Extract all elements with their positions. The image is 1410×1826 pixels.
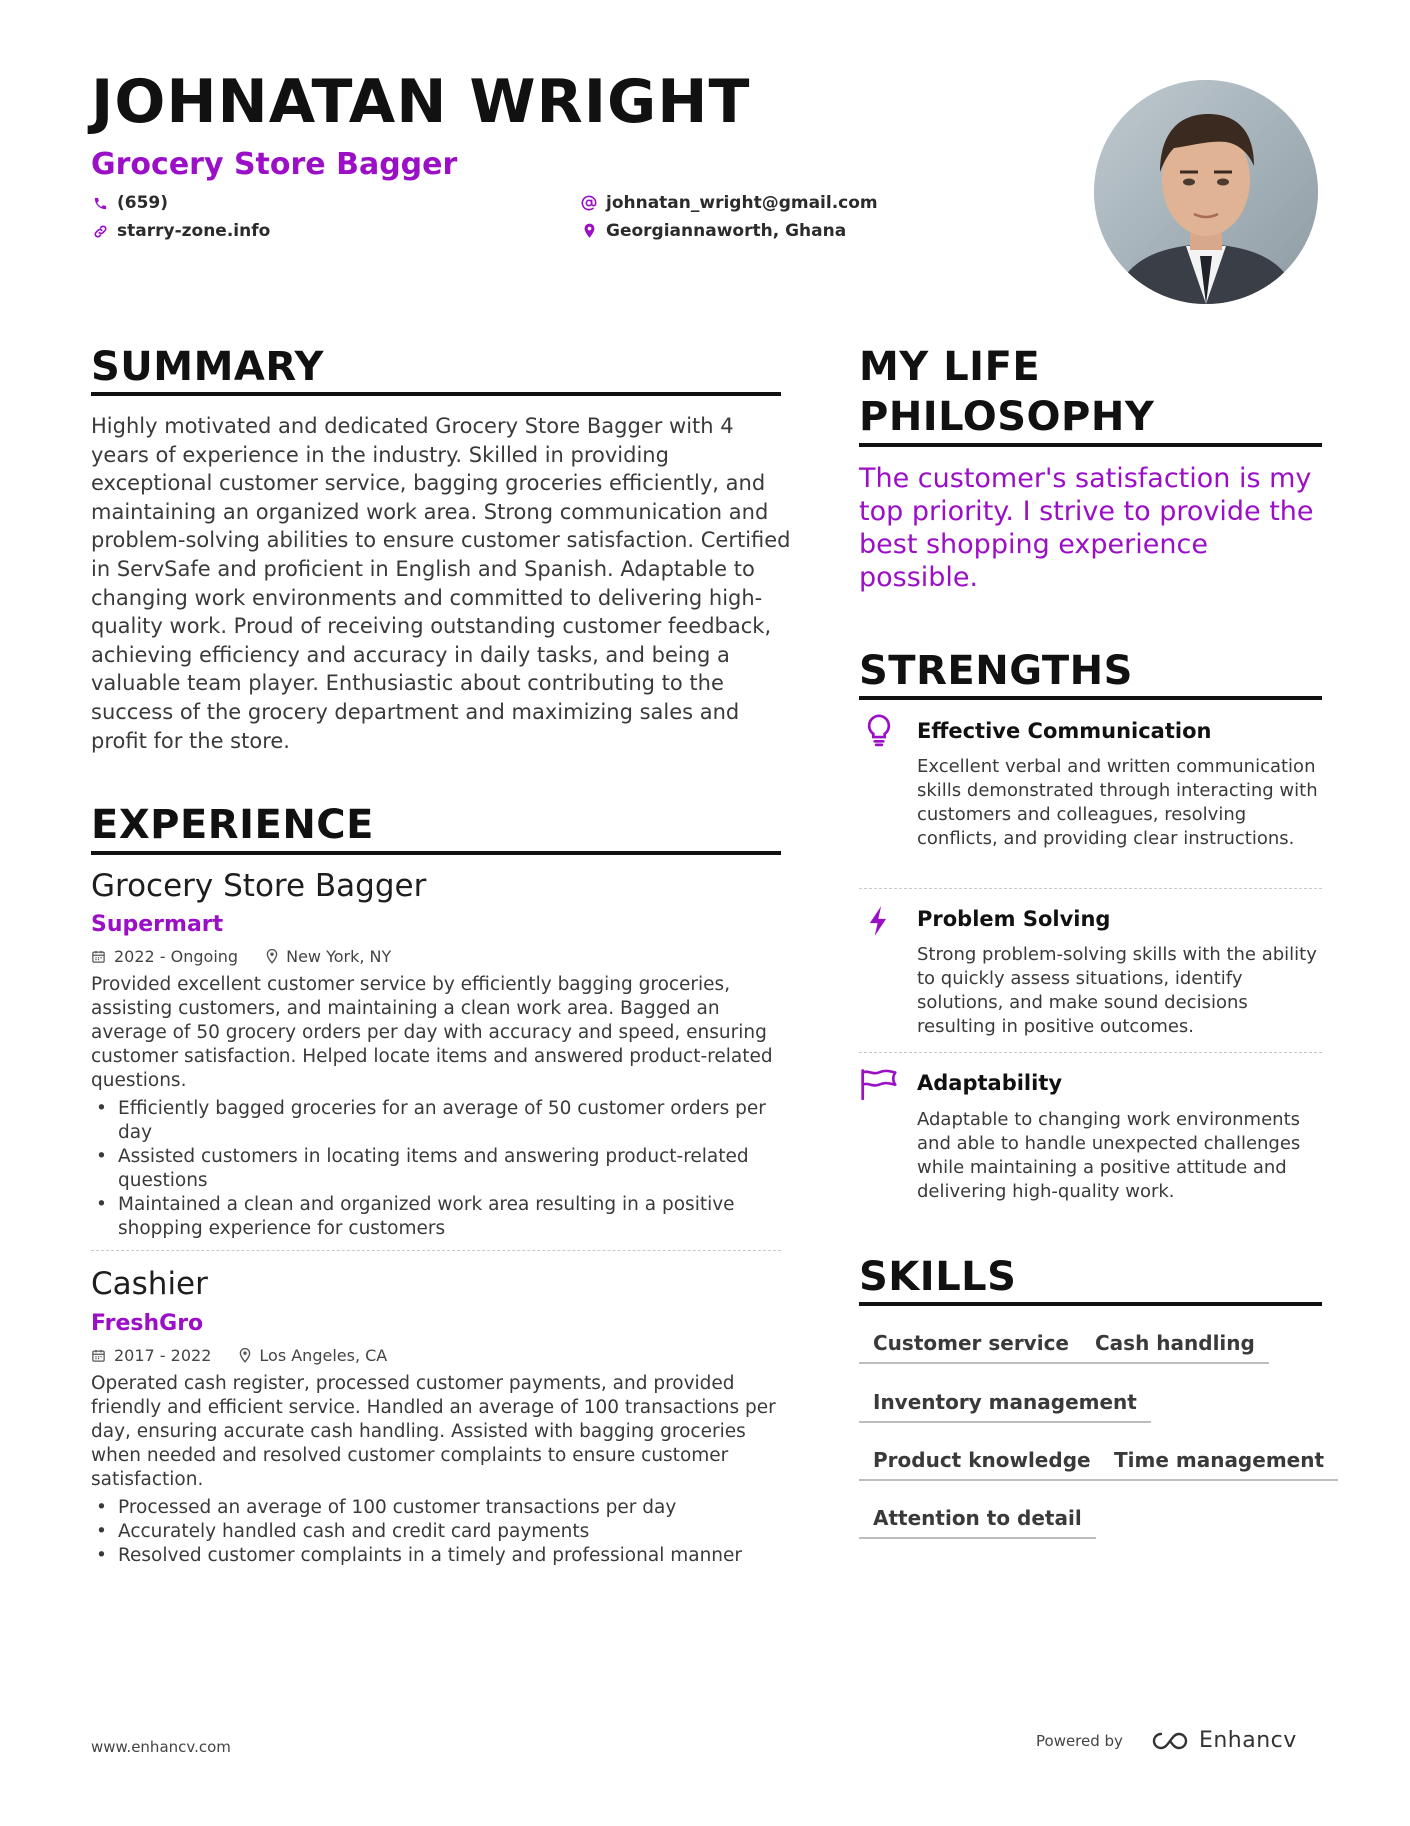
profile-photo	[1094, 80, 1318, 304]
job-meta	[91, 1346, 415, 1365]
experience-heading: EXPERIENCE	[91, 802, 374, 848]
website-text: starry-zone.info	[117, 221, 271, 241]
philosophy-divider	[859, 443, 1322, 447]
list-item: • Accurately handled cash and credit card payments	[91, 1520, 781, 1544]
location-pin-icon	[266, 949, 278, 964]
job-location: Los Angeles, CA	[239, 1346, 387, 1365]
strength-title: Effective Communication	[917, 719, 1212, 743]
brand-name: Enhancv	[1198, 1728, 1297, 1753]
job-description: Operated cash register, processed customer payments, and provided friendly and efficient service. Handled an average of 100 transactions per day, ensuring accurate cash handling. Assisted with bagging groceries when needed and resolved customer complaints to ensure customer satisfaction.	[91, 1373, 776, 1490]
skill-tag: Cash handling	[1081, 1330, 1269, 1364]
job-bullets	[91, 1097, 781, 1241]
lightbulb-icon	[862, 713, 896, 747]
footer-branding[interactable]	[1036, 1728, 1297, 1753]
philosophy-heading: MY LIFE PHILOSOPHY	[859, 344, 1155, 440]
job-title: Cashier	[91, 1266, 208, 1302]
contact-location	[580, 221, 846, 241]
strength-title: Adaptability	[917, 1071, 1063, 1095]
list-item: • Assisted customers in locating items and answering product-related questions	[91, 1145, 781, 1193]
skill-tag: Customer service	[859, 1330, 1083, 1364]
job-dates: 2022 - Ongoing	[91, 947, 238, 966]
location-pin-icon	[580, 222, 598, 240]
summary-text: Highly motivated and dedicated Grocery Store Bagger with 4 years of experience in the industry. Skilled in providing exceptional customer service, bagging groceries efficiently, and maintaining an organized work area. Strong communication and problem-solving abilities to ensure customer satisfaction. Certified in ServSafe and proficient in English and Spanish. Adaptable to changing work environments and committed to delivering high-quality work. Proud of receiving outstanding customer feedback, achieving efficiency and accuracy in daily tasks, and being a valuable team player. Enthusiastic about contributing to the success of the grocery department and maximizing sales and profit for the store.	[91, 414, 791, 753]
strength-description: Adaptable to changing work environments and able to handle unexpected challenges while maintaining a positive attitude and delivering high-quality work.	[917, 1109, 1301, 1202]
strength-description: Strong problem-solving skills with the ability to quickly assess situations, identify solutions, and make sound decisions resulting in positive outcomes.	[917, 944, 1317, 1037]
skill-tag: Time management	[1100, 1447, 1338, 1481]
strengths-heading: STRENGTHS	[859, 648, 1133, 694]
company-name: FreshGro	[91, 1311, 204, 1336]
at-sign-icon	[580, 194, 598, 212]
skills-heading: SKILLS	[859, 1254, 1017, 1300]
lightning-icon	[862, 904, 896, 938]
flag-icon	[860, 1067, 894, 1101]
strength-divider	[859, 888, 1322, 889]
contact-website[interactable]	[91, 221, 270, 241]
experience-divider	[91, 851, 781, 855]
powered-by-text: Powered by	[1036, 1731, 1123, 1750]
calendar-icon	[91, 949, 106, 964]
job-divider	[91, 1250, 781, 1251]
list-item: • Maintained a clean and organized work area resulting in a positive shopping experience for customers	[91, 1193, 781, 1241]
phone-icon	[91, 194, 109, 212]
skill-tag: Attention to detail	[859, 1505, 1096, 1539]
enhancv-logo-icon	[1147, 1730, 1193, 1752]
candidate-role: Grocery Store Bagger	[91, 147, 458, 182]
job-description: Provided excellent customer service by efficiently bagging groceries, assisting customers, and maintaining a clean work area. Bagged an average of 50 grocery orders per day with accuracy and speed, ensuring customer satisfaction. Helped locate items and answered product-related questions.	[91, 974, 773, 1091]
summary-heading: SUMMARY	[91, 344, 324, 390]
job-title: Grocery Store Bagger	[91, 868, 427, 904]
strength-title: Problem Solving	[917, 907, 1111, 931]
strength-description: Excellent verbal and written communication skills demonstrated through interacting with customers and colleagues, resolving conflicts, and providing clear instructions.	[917, 756, 1318, 849]
contact-email[interactable]	[580, 193, 878, 213]
philosophy-text: The customer's satisfaction is my top priority. I strive to provide the best shopping experience possible.	[859, 463, 1314, 593]
job-location: New York, NY	[266, 947, 391, 966]
job-meta	[91, 947, 419, 966]
link-icon	[91, 222, 109, 240]
location-text: Georgiannaworth, Ghana	[606, 221, 847, 241]
calendar-icon	[91, 1348, 106, 1363]
list-item: • Efficiently bagged groceries for an average of 50 customer orders per day	[91, 1097, 781, 1145]
footer-website[interactable]: www.enhancv.com	[91, 1738, 231, 1756]
candidate-name: JOHNATAN WRIGHT	[91, 67, 751, 137]
strength-divider	[859, 1052, 1322, 1053]
skill-tag: Inventory management	[859, 1389, 1151, 1423]
job-bullets	[91, 1496, 781, 1568]
company-name: Supermart	[91, 912, 224, 937]
location-pin-icon	[239, 1348, 251, 1363]
list-item: • Resolved customer complaints in a timely and professional manner	[91, 1544, 781, 1568]
email-text: johnatan_wright@gmail.com	[606, 193, 878, 213]
skills-divider	[859, 1302, 1322, 1306]
strengths-divider	[859, 696, 1322, 700]
summary-divider	[91, 392, 781, 396]
skill-tag: Product knowledge	[859, 1447, 1105, 1481]
list-item: • Processed an average of 100 customer transactions per day	[91, 1496, 781, 1520]
phone-text: (659)	[117, 193, 169, 213]
job-dates: 2017 - 2022	[91, 1346, 211, 1365]
contact-phone	[91, 193, 168, 213]
